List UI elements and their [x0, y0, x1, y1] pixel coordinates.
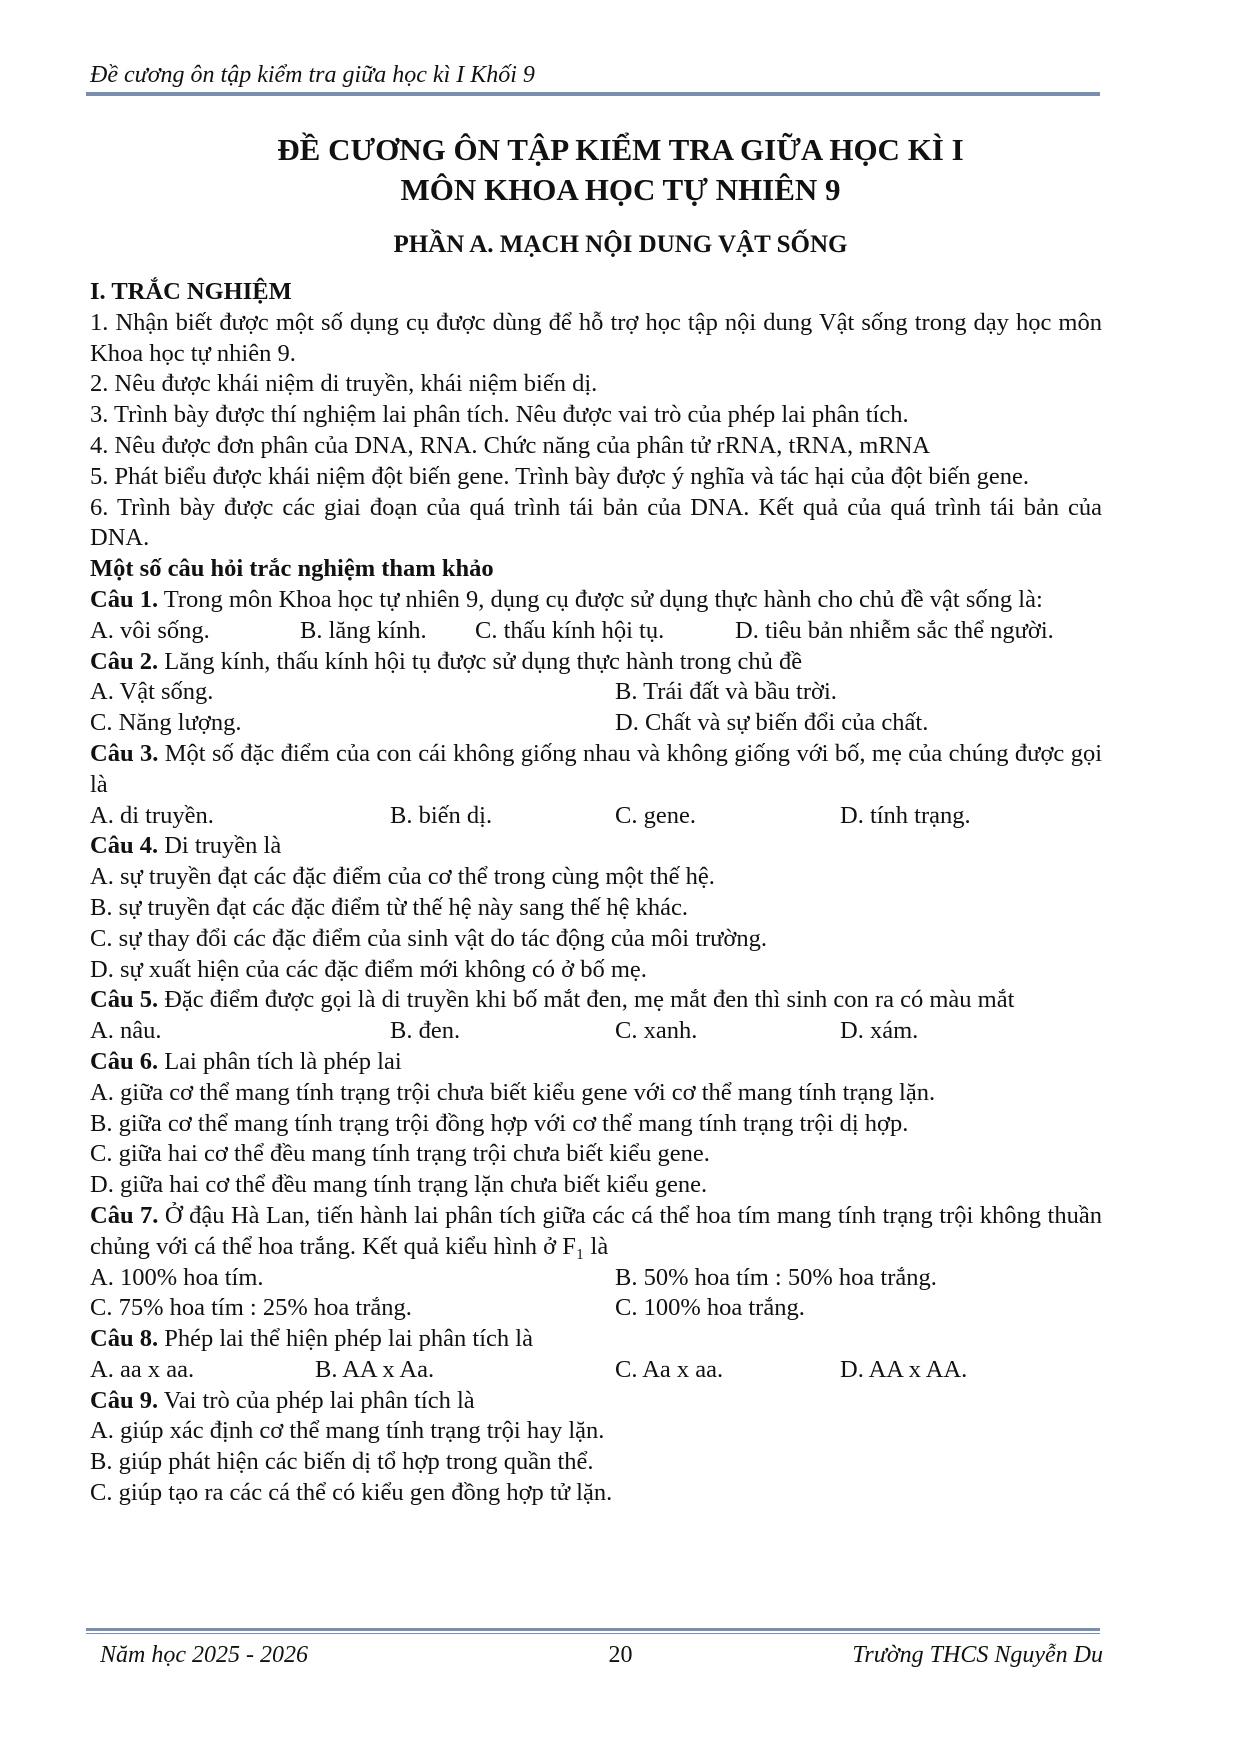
option-d: D. AA x AA. — [840, 1355, 968, 1383]
question-text: Một số đặc điểm của con cái không giống nhau và không giống với bố, mẹ của chúng được gọi là — [90, 739, 1102, 798]
footer-school-name: Trường THCS Nguyễn Du — [852, 1642, 1103, 1668]
option-c: C. giữa hai cơ thể đều mang tính trạng trội chưa biết kiểu gene. — [90, 1140, 710, 1168]
option-c: C. gene. — [615, 801, 696, 829]
option-b: B. lăng kính. — [300, 616, 427, 644]
option-c: C. Năng lượng. — [90, 709, 242, 737]
part1-heading: I. TRẮC NGHIỆM — [90, 278, 292, 305]
question-9 — [90, 1386, 1102, 1417]
option-d: D. xám. — [840, 1017, 919, 1045]
page-number: 20 — [608, 1642, 633, 1668]
options-row — [90, 1355, 1102, 1386]
option-a: A. sự truyền đạt các đặc điểm của cơ thể trong cùng một thế hệ. — [90, 863, 715, 891]
objective-item: 3. Trình bày được thí nghiệm lai phân tích. Nêu được vai trò của phép lai phân tích. — [90, 401, 909, 429]
reference-questions-heading: Một số câu hỏi trắc nghiệm tham khảo — [90, 555, 494, 583]
question-7 — [90, 1201, 1102, 1263]
option-b: B. 50% hoa tím : 50% hoa trắng. — [615, 1263, 937, 1291]
option-d: D. sự xuất hiện của các đặc điểm mới không có ở bố mẹ. — [90, 955, 647, 983]
option-d: D. giữa hai cơ thể đều mang tính trạng lặn chưa biết kiểu gene. — [90, 1171, 708, 1199]
option-d: C. 100% hoa trắng. — [615, 1294, 805, 1322]
objective-item: 4. Nêu được đơn phân của DNA, RNA. Chức năng của phân tử rRNA, tRNA, mRNA — [90, 431, 931, 459]
question-4 — [90, 831, 1102, 862]
option-a: A. 100% hoa tím. — [90, 1263, 264, 1291]
question-text: Đặc điểm được gọi là di truyền khi bố mắt đen, mẹ mắt đen thì sinh con ra có màu mắt — [158, 986, 1015, 1014]
question-text: Lăng kính, thấu kính hội tụ được sử dụng thực hành trong chủ đề — [158, 647, 803, 675]
option-a: A. Vật sống. — [90, 678, 214, 706]
objective-item: 5. Phát biểu được khái niệm đột biến gene. Trình bày được ý nghĩa và tác hại của đột biến gene. — [90, 462, 1030, 490]
question-label: Câu 9. — [90, 1386, 159, 1414]
question-label: Câu 1. — [90, 585, 159, 613]
options-row — [90, 616, 1102, 647]
question-label: Câu 8. — [90, 1325, 159, 1353]
question-text: Vai trò của phép lai phân tích là — [158, 1386, 475, 1414]
question-label: Câu 7. — [90, 1201, 159, 1229]
option-a: A. giữa cơ thể mang tính trạng trội chưa biết kiểu gene với cơ thể mang tính trạng lặn. — [90, 1078, 936, 1106]
section-a-title: PHẦN A. MẠCH NỘI DUNG VẬT SỐNG — [393, 231, 848, 258]
option-c: C. xanh. — [615, 1017, 698, 1045]
options-row — [90, 801, 1102, 832]
question-text: Trong môn Khoa học tự nhiên 9, dụng cụ được sử dụng thực hành cho chủ đề vật sống là: — [158, 585, 1043, 613]
option-c: C. 75% hoa tím : 25% hoa trắng. — [90, 1294, 412, 1322]
option-d: D. tính trạng. — [840, 801, 971, 829]
options-row — [90, 1263, 1102, 1294]
option-c: C. thấu kính hội tụ. — [475, 616, 665, 644]
options-row — [90, 708, 1102, 739]
option-b: B. đen. — [390, 1017, 461, 1045]
option-a: A. vôi sống. — [90, 616, 210, 644]
option-c: C. Aa x aa. — [615, 1355, 724, 1383]
question-text: Lai phân tích là phép lai — [158, 1047, 402, 1075]
option-d: D. tiêu bản nhiễm sắc thể người. — [735, 616, 1054, 644]
option-a: A. nâu. — [90, 1017, 162, 1045]
option-b: B. giữa cơ thể mang tính trạng trội đồng hợp với cơ thể mang tính trạng trội dị hợp. — [90, 1109, 909, 1137]
title-line-1: ĐỀ CƯƠNG ÔN TẬP KIỂM TRA GIỮA HỌC KÌ I — [277, 132, 964, 167]
option-d: D. Chất và sự biến đổi của chất. — [615, 709, 929, 737]
question-2 — [90, 647, 1102, 678]
title-line-2: MÔN KHOA HỌC TỰ NHIÊN 9 — [400, 172, 841, 207]
question-8 — [90, 1324, 1102, 1355]
question-label: Câu 4. — [90, 832, 159, 860]
option-b: B. biến dị. — [390, 801, 493, 829]
document-title — [0, 130, 1241, 210]
option-a: A. aa x aa. — [90, 1355, 195, 1383]
header-rule — [86, 90, 1100, 96]
footer-rule — [86, 1628, 1100, 1634]
option-c: C. sự thay đổi các đặc điểm của sinh vật do tác động của môi trường. — [90, 924, 768, 952]
question-1 — [90, 585, 1102, 616]
question-text: Di truyền là — [158, 832, 282, 860]
footer-school-year: Năm học 2025 - 2026 — [100, 1642, 308, 1668]
options-row — [90, 677, 1102, 708]
option-b: B. giúp phát hiện các biến dị tổ hợp trong quần thể. — [90, 1448, 594, 1476]
options-row — [90, 1016, 1102, 1047]
document-body — [90, 277, 1102, 1509]
option-a: A. giúp xác định cơ thể mang tính trạng trội hay lặn. — [90, 1417, 605, 1445]
question-3 — [90, 739, 1102, 801]
question-text: Phép lai thể hiện phép lai phân tích là — [158, 1325, 533, 1353]
question-6 — [90, 1047, 1102, 1078]
running-header: Đề cương ôn tập kiểm tra giữa học kì I Khối 9 — [90, 62, 535, 88]
option-b: B. sự truyền đạt các đặc điểm từ thế hệ này sang thế hệ khác. — [90, 893, 689, 921]
question-label: Câu 6. — [90, 1047, 159, 1075]
option-b: B. AA x Aa. — [315, 1355, 435, 1383]
objective-item: 2. Nêu được khái niệm di truyền, khái niệm biến dị. — [90, 370, 598, 398]
options-row — [90, 1293, 1102, 1324]
question-label: Câu 2. — [90, 647, 159, 675]
question-text: Ở đậu Hà Lan, tiến hành lai phân tích giữa các cá thể hoa tím mang tính trạng trội không thuần chủng với cá thể hoa trắng. Kết quả kiểu hình ở F₁ là — [90, 1201, 1102, 1260]
question-5 — [90, 985, 1102, 1016]
option-a: A. di truyền. — [90, 801, 214, 829]
objective-item: 1. Nhận biết được một số dụng cụ được dùng để hỗ trợ học tập nội dung Vật sống trong dạy học môn Khoa học tự nhiên 9. — [90, 308, 1102, 367]
question-label: Câu 5. — [90, 986, 159, 1014]
option-c: C. giúp tạo ra các cá thể có kiểu gen đồng hợp tử lặn. — [90, 1479, 613, 1507]
question-label: Câu 3. — [90, 739, 159, 767]
objective-item: 6. Trình bày được các giai đoạn của quá trình tái bản của DNA. Kết quả của quá trình tái bản của DNA. — [90, 493, 1102, 552]
option-b: B. Trái đất và bầu trời. — [615, 678, 837, 706]
